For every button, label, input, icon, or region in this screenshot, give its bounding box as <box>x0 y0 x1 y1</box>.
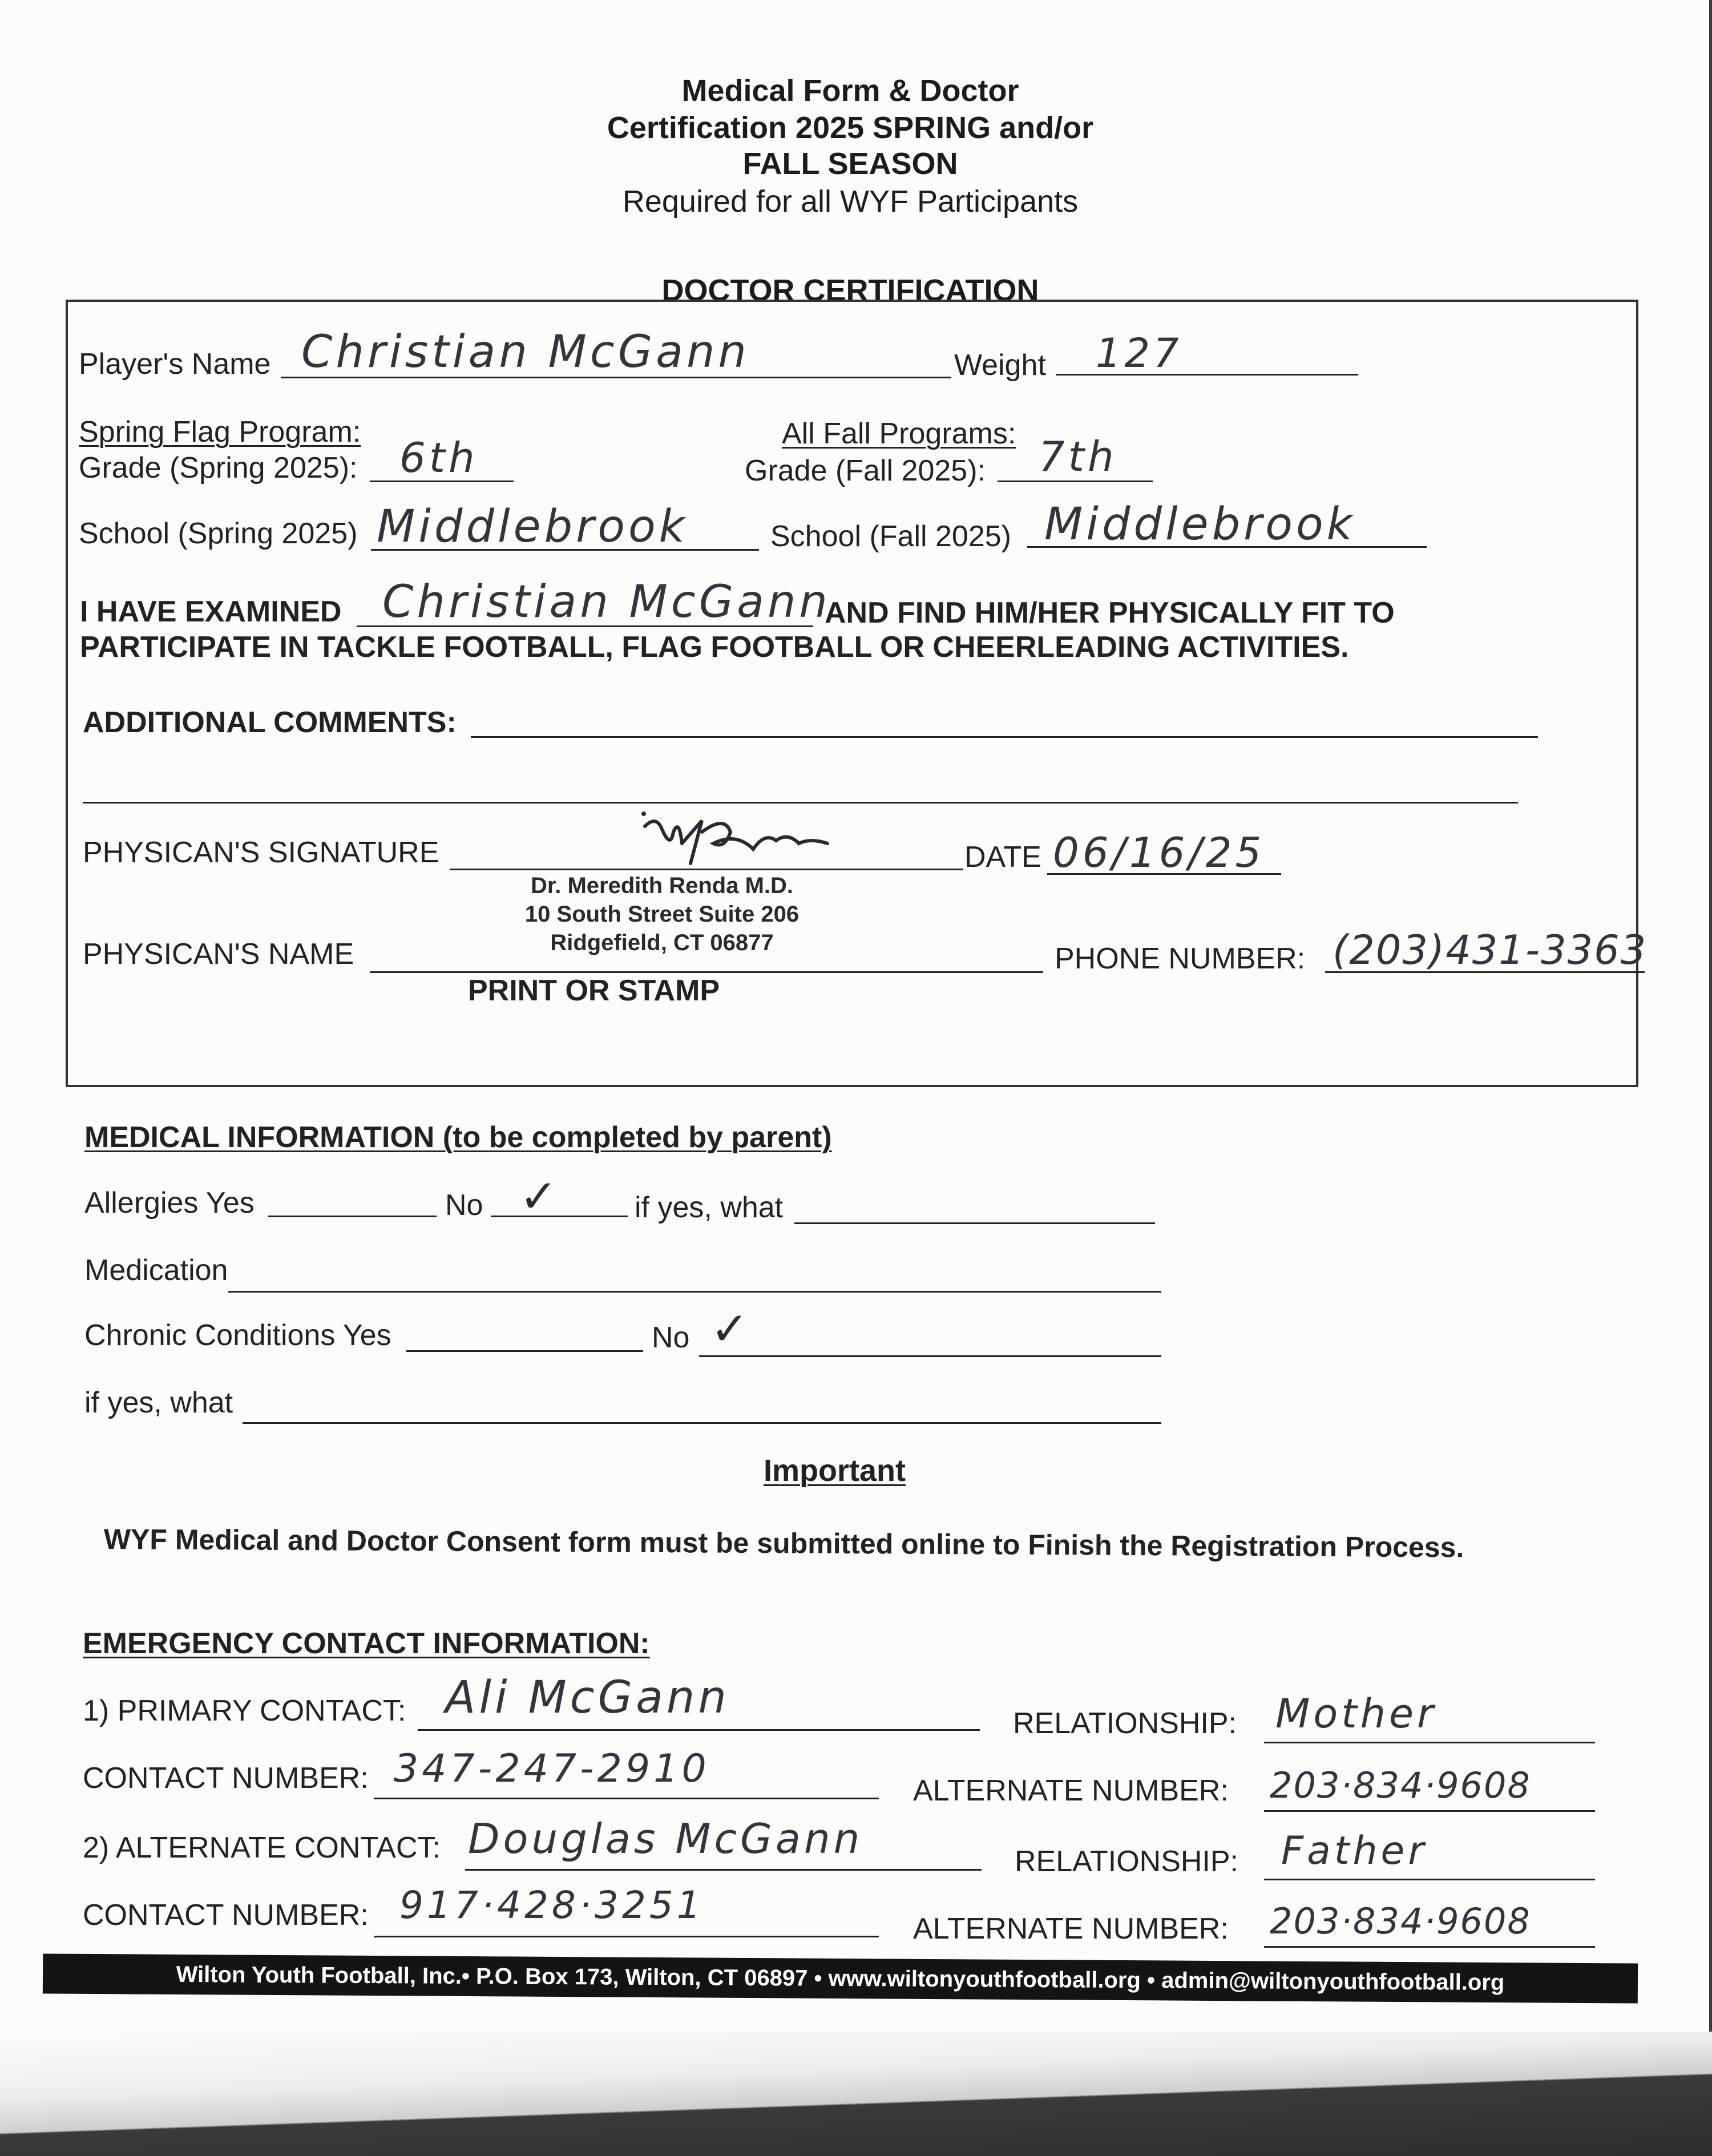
alternate-alternate-number-value[interactable]: 203·834·9608 <box>1270 1900 1531 1942</box>
primary-relationship-label: RELATIONSHIP: <box>1013 1707 1237 1740</box>
allergies-if-yes-line[interactable] <box>794 1222 1155 1224</box>
form-title-line1: Medical Form & Doctor <box>681 74 1019 108</box>
additional-comments-line2[interactable] <box>83 802 1518 804</box>
spring-school-value[interactable]: Middlebrook <box>377 501 688 552</box>
primary-relationship-value[interactable]: Mother <box>1275 1690 1437 1737</box>
alternate-relationship-label: RELATIONSHIP: <box>1015 1845 1239 1878</box>
fall-school-label: School (Fall 2025) <box>770 520 1011 553</box>
phone-number-value[interactable]: (203)431-3363 <box>1333 927 1648 974</box>
alternate-contact-value[interactable]: Douglas McGann <box>468 1815 863 1863</box>
spring-grade-value[interactable]: 6th <box>399 434 478 482</box>
chronic-if-yes-line[interactable] <box>243 1422 1161 1424</box>
stamp-line1: Dr. Meredith Renda M.D. <box>530 873 794 898</box>
allergies-yes-line[interactable] <box>268 1216 437 1217</box>
weight-value[interactable]: 127 <box>1096 330 1182 377</box>
alternate-relationship-value[interactable]: Father <box>1281 1828 1428 1874</box>
stamp-line3: Ridgefield, CT 06877 <box>550 930 774 955</box>
doctor-certification-heading: DOCTOR CERTIFICATION <box>661 273 1039 308</box>
form-subtitle: Required for all WYF Participants <box>622 184 1079 219</box>
footer-bar: Wilton Youth Football, Inc.• P.O. Box 173, Wilton, CT 06897 • www.wiltonyouthfootball.org • admin@wiltonyouthfootball.org <box>43 1953 1638 2003</box>
date-value[interactable]: 06/16/25 <box>1053 829 1265 877</box>
alternate-alternate-number-line <box>1264 1946 1595 1948</box>
fall-grade-label: Grade (Fall 2025): <box>745 454 986 487</box>
primary-alternate-number-value[interactable]: 203·834·9608 <box>1270 1765 1531 1806</box>
physician-signature-image <box>639 809 833 872</box>
allergies-no-line[interactable] <box>491 1216 628 1217</box>
chronic-yes-line[interactable] <box>406 1350 643 1352</box>
form-title-line2: Certification 2025 SPRING and/or <box>607 111 1094 145</box>
primary-contact-line <box>418 1729 980 1731</box>
primary-relationship-line <box>1264 1742 1595 1743</box>
fall-grade-line <box>998 481 1153 482</box>
spring-program-label: Spring Flag Program: <box>79 415 361 449</box>
players-name-value[interactable]: Christian McGann <box>301 326 750 378</box>
physician-name-line <box>370 971 1043 973</box>
allergies-if-yes-label: if yes, what <box>635 1191 784 1224</box>
alternate-contact-number-label: CONTACT NUMBER: <box>83 1899 369 1932</box>
important-text: WYF Medical and Doctor Consent form must be submitted online to Finish the Registration Process. <box>103 1523 1464 1564</box>
date-label: DATE <box>964 841 1041 874</box>
page-edge-shadow <box>0 2032 1712 2156</box>
important-heading: Important <box>764 1454 906 1488</box>
medication-label: Medication <box>84 1254 228 1287</box>
chronic-no-check[interactable]: ✓ <box>710 1302 749 1355</box>
examined-name-value[interactable]: Christian McGann <box>382 576 831 628</box>
primary-contact-label: 1) PRIMARY CONTACT: <box>83 1694 406 1727</box>
examined-label: I HAVE EXAMINED <box>80 595 342 628</box>
physician-signature-label: PHYSICAN'S SIGNATURE <box>83 836 439 869</box>
alternate-contact-line <box>465 1869 982 1871</box>
alternate-alternate-number-label: ALTERNATE NUMBER: <box>913 1912 1229 1945</box>
primary-contact-number-value[interactable]: 347-247-2910 <box>394 1746 710 1791</box>
allergies-label: Allergies Yes <box>84 1186 255 1220</box>
primary-alternate-number-label: ALTERNATE NUMBER: <box>913 1774 1229 1807</box>
physician-name-label: PHYSICAN'S NAME <box>83 938 354 971</box>
additional-comments-line1[interactable] <box>471 736 1538 738</box>
primary-contact-number-label: CONTACT NUMBER: <box>83 1762 369 1795</box>
additional-comments-label: ADDITIONAL COMMENTS: <box>83 706 457 739</box>
medical-info-heading: MEDICAL INFORMATION (to be completed by parent) <box>84 1121 832 1154</box>
alternate-contact-number-value[interactable]: 917·428·3251 <box>399 1883 704 1927</box>
emergency-contact-heading: EMERGENCY CONTACT INFORMATION: <box>83 1627 650 1660</box>
players-name-label: Player's Name <box>79 348 271 381</box>
chronic-no-label: No <box>652 1321 690 1354</box>
allergies-no-label: No <box>445 1189 483 1222</box>
stamp-line2: 10 South Street Suite 206 <box>524 902 800 927</box>
chronic-if-yes-label: if yes, what <box>84 1386 233 1419</box>
medication-line[interactable] <box>228 1291 1161 1293</box>
fall-grade-value[interactable]: 7th <box>1039 433 1117 481</box>
chronic-conditions-label: Chronic Conditions Yes <box>84 1319 391 1352</box>
examined-text-line2: PARTICIPATE IN TACKLE FOOTBALL, FLAG FOOTBALL OR CHEERLEADING ACTIVITIES. <box>80 631 1349 664</box>
allergies-no-check[interactable]: ✓ <box>519 1170 558 1223</box>
phone-number-label: PHONE NUMBER: <box>1055 942 1306 975</box>
primary-alternate-number-line <box>1264 1810 1595 1812</box>
spring-grade-label: Grade (Spring 2025): <box>79 451 358 485</box>
examined-text-line1: AND FIND HIM/HER PHYSICALLY FIT TO <box>825 596 1395 629</box>
alternate-contact-number-line <box>374 1936 879 1937</box>
spring-school-label: School (Spring 2025) <box>79 517 358 550</box>
chronic-no-line[interactable] <box>699 1355 1161 1357</box>
primary-contact-number-line <box>374 1798 879 1799</box>
weight-label: Weight <box>954 349 1046 382</box>
alternate-contact-label: 2) ALTERNATE CONTACT: <box>83 1831 441 1864</box>
fall-school-value[interactable]: Middlebrook <box>1044 499 1356 550</box>
form-title-line3: FALL SEASON <box>742 147 958 181</box>
print-or-stamp-label: PRINT OR STAMP <box>468 974 720 1007</box>
fall-program-label: All Fall Programs: <box>782 417 1016 450</box>
alternate-relationship-line <box>1264 1879 1595 1880</box>
primary-contact-value[interactable]: Ali McGann <box>445 1672 730 1723</box>
